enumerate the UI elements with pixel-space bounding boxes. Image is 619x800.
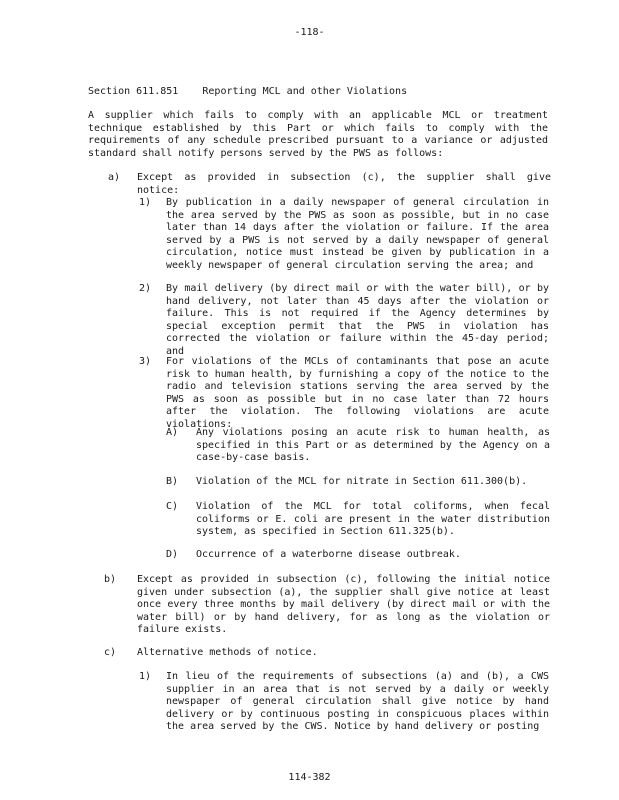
subsection-b-label: b) [104, 574, 117, 585]
subitem-C-text: Violation of the MCL for total coliforms, when fecal coliforms or E. coli are present in the water distribution system, as specified in Section 611.325(b). [196, 501, 550, 538]
subitem-D-text: Occurrence of a waterborne disease outbreak. [196, 549, 461, 560]
item-c1-label: 1) [139, 671, 152, 682]
item-a3-label: 3) [139, 356, 152, 367]
page-footer: 114-382 [288, 772, 331, 783]
item-a3-text: For violations of the MCLs of contaminants that pose an acute risk to human health, by furnishing a copy of the notice to the radio and television stations serving the area served by the PWS as soon as possible but in no case later than 72 hours after the violation. The following violations are acute violations: [166, 356, 549, 430]
subsection-b-text: Except as provided in subsection (c), following the initial notice given under subsection (a), the supplier shall give notice at least once every three months by mail delivery (by direct mail or with the water bill) or by hand delivery, for as long as the violation or failure exists. [137, 574, 550, 636]
subitem-B-label: B) [166, 476, 179, 487]
subitem-B-text: Violation of the MCL for nitrate in Section 611.300(b). [196, 476, 528, 487]
section-heading: Section 611.851 Reporting MCL and other Violations [88, 86, 408, 97]
subitem-D-label: D) [166, 549, 179, 560]
subitem-C-label: C) [166, 501, 179, 512]
item-a1-text: By publication in a daily newspaper of general circulation in the area served by the PWS as soon as possible, but in no case later than 14 days after the violation or failure. If the area served by a PWS is not served by a daily newspaper of general circulation, notice must instead be given by publication in a weekly newspaper of general circulation serving the area; and [166, 197, 549, 271]
section-intro: A supplier which fails to comply with an applicable MCL or treatment technique established by this Part or which fails to comply with the requirements of any schedule prescribed pursuant to a variance or adjusted standard shall notify persons served by the PWS as follows: [88, 110, 548, 159]
item-a2-label: 2) [139, 283, 152, 294]
subitem-A-label: A) [166, 427, 179, 438]
item-a2-text: By mail delivery (by direct mail or with the water bill), or by hand delivery, not later than 45 days after the violation or failure. This is not required if the Agency determines by special exception permit that the PWS in violation has corrected the violation or failure within the 45-day period; and [166, 283, 549, 357]
item-a1-label: 1) [139, 197, 152, 208]
subsection-c-label: c) [104, 647, 117, 658]
item-c1-text: In lieu of the requirements of subsections (a) and (b), a CWS supplier in an area that is not served by a daily or weekly newspaper of general circulation shall give notice by hand delivery or by continuous posting in conspicuous places within the area served by the CWS. Notice by hand delivery or posting [166, 671, 549, 733]
subsection-c-text: Alternative methods of notice. [137, 647, 318, 658]
subsection-a-label: a) [108, 172, 121, 183]
subsection-a-text: Except as provided in subsection (c), the supplier shall give notice: [137, 172, 551, 196]
page-number: -118- [294, 27, 325, 38]
subitem-A-text: Any violations posing an acute risk to human health, as specified in this Part or as determined by the Agency on a case-by-case basis. [196, 427, 550, 464]
